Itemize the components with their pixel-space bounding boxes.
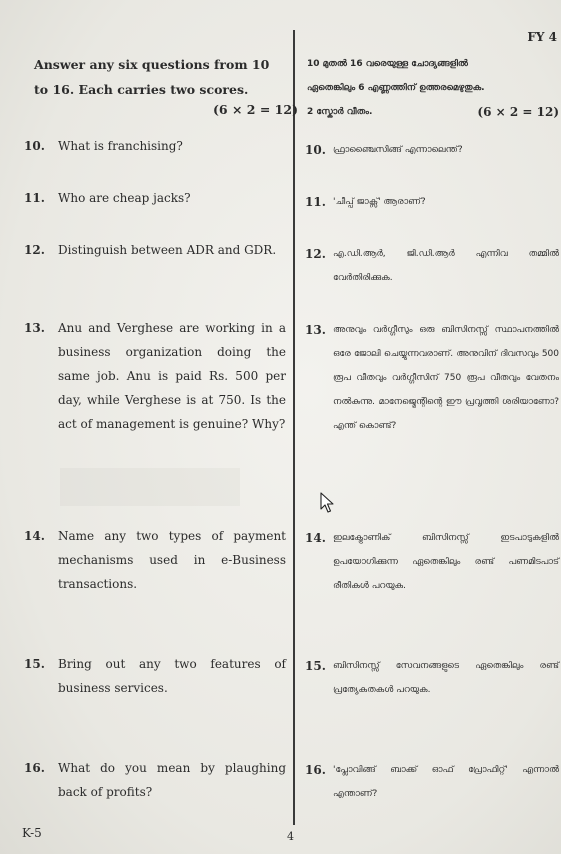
question-text: അനുവും വർഗ്ഗീസും ഒരു ബിസിനസ്സ് സ്ഥാപനത്തിൽ ഒരേ ജോലി ചെയ്യുന്നവരാണ്. അനുവിന് ദിവസവും 500 രൂപ വീതവും വർഗ്ഗീസിന് 750 രൂപ വീതവും വേതനം നൽകുന്നു. മാനേജ്മെന്റിന്റെ ഈ പ്രവൃത്തി ശരിയാണോ? എന്ത് കൊണ്ട്? <box>333 325 559 431</box>
question-number: 16. <box>305 763 326 777</box>
question-number: 14. <box>24 529 45 543</box>
instructions-ml <box>307 52 559 124</box>
question-10-ml <box>307 138 559 162</box>
column-divider <box>293 30 295 825</box>
paper-smudge <box>60 468 240 506</box>
english-column <box>24 52 298 799</box>
question-16-en <box>24 756 286 804</box>
instructions-ml-line3: 2 സ്കോർ വീതം. <box>307 107 373 117</box>
question-13-ml <box>307 318 559 438</box>
instructions-en-score: (6 × 2 = 12) <box>213 102 298 117</box>
question-text: 'പ്ലോവിങ്ങ് ബാക്ക് ഓഫ് പ്രോഫിറ്റ്' എന്നാൽ എന്താണ്? <box>333 765 559 799</box>
paper-code: FY 4 <box>527 30 557 44</box>
question-text: എ.ഡി.ആർ, ജി.ഡി.ആർ എന്നിവ തമ്മിൽ വേർതിരിക്കുക. <box>333 249 559 283</box>
question-text: What is franchising? <box>58 139 183 153</box>
instructions-ml-score-row <box>307 100 559 124</box>
question-12-en <box>24 238 286 262</box>
question-number: 13. <box>305 323 326 337</box>
instructions-ml-line2: ഏതെങ്കിലും 6 എണ്ണത്തിന് ഉത്തരമെഴുതുക. <box>307 83 485 93</box>
question-11-en <box>24 186 286 210</box>
question-number: 13. <box>24 321 45 335</box>
question-number: 10. <box>24 139 45 153</box>
question-text: Distinguish between ADR and GDR. <box>58 243 277 257</box>
question-text: Who are cheap jacks? <box>58 191 191 205</box>
question-text: ബിസിനസ്സ് സേവനങ്ങളുടെ ഏതെങ്കിലും രണ്ട് പ്രത്യേകതകൾ പറയുക. <box>333 661 559 695</box>
question-11-ml <box>307 190 559 214</box>
page-number: 4 <box>287 830 294 843</box>
question-text: 'ചീപ്പ് ജാക്സ്' ആരാണ്? <box>333 197 426 207</box>
question-text: ഇലക്ട്രോണിക് ബിസിനസ്സ് ഇടപാടുകളിൽ ഉപയോഗിക്കുന്ന ഏതെങ്കിലും രണ്ട് പണമിടപാട് രീതികൾ പറയുക. <box>333 533 559 591</box>
question-text: ഫ്രാഞ്ചൈസിങ്ങ് എന്നാലെന്ത്? <box>333 145 463 155</box>
question-number: 12. <box>24 243 45 257</box>
question-number: 12. <box>305 247 326 261</box>
question-15-ml <box>307 654 559 702</box>
question-13-en <box>24 316 286 436</box>
question-number: 15. <box>24 657 45 671</box>
instructions-ml-line1: 10 മുതൽ 16 വരെയുള്ള ചോദ്യങ്ങളിൽ <box>307 59 468 69</box>
instructions-ml-score: (6 × 2 = 12) <box>477 105 559 119</box>
question-14-ml <box>307 526 559 598</box>
malayalam-column <box>305 52 559 799</box>
question-number: 15. <box>305 659 326 673</box>
question-12-ml <box>307 242 559 290</box>
question-number: 16. <box>24 761 45 775</box>
question-14-en <box>24 524 286 596</box>
question-16-ml <box>307 758 559 806</box>
question-number: 10. <box>305 143 326 157</box>
question-15-en <box>24 652 286 700</box>
question-text: Bring out any two features of business services. <box>58 657 286 695</box>
question-text: Name any two types of payment mechanisms used in e-Business transactions. <box>58 529 286 591</box>
question-number: 11. <box>305 195 326 209</box>
question-number: 14. <box>305 531 326 545</box>
instructions-en <box>34 52 298 118</box>
question-10-en <box>24 134 286 158</box>
question-text: What do you mean by plaughing back of profits? <box>58 761 286 799</box>
question-text: Anu and Verghese are working in a business organization doing the same job. Anu is paid Rs. 500 per day, while Verghese is at 750. Is the act of management is genuine? Why? <box>58 321 286 431</box>
footer-code: K-5 <box>22 826 42 840</box>
instructions-en-text: Answer any six questions from 10 to 16. Each carries two scores. <box>34 57 270 97</box>
question-number: 11. <box>24 191 45 205</box>
mouse-cursor-icon <box>320 492 334 514</box>
